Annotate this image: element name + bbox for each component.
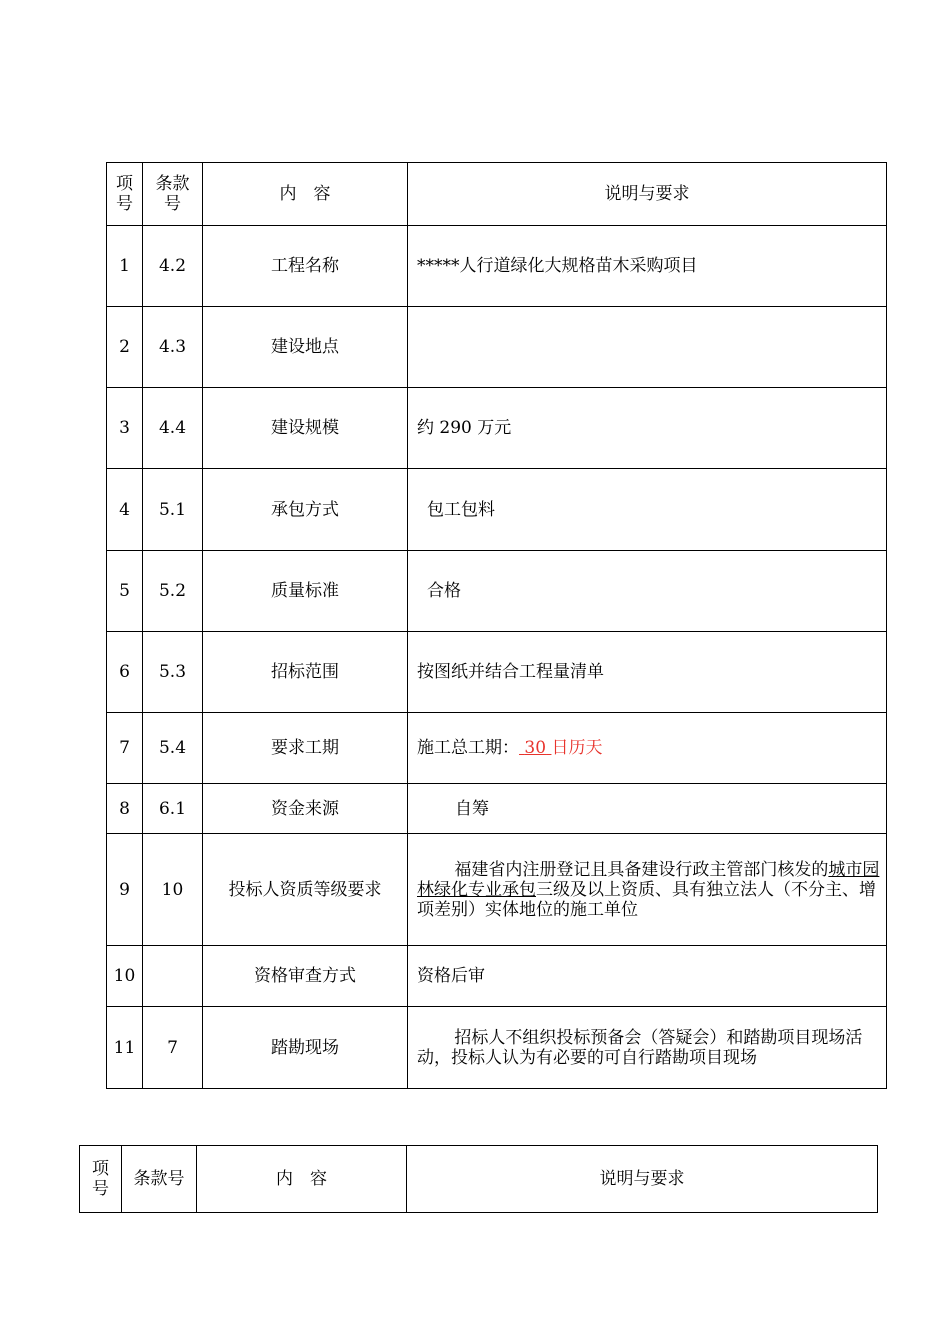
row-content: 承包方式 <box>203 469 408 551</box>
row-desc-cell <box>408 713 887 784</box>
row-desc: 招标人不组织投标预备会（答疑会）和踏勘项目现场活动，投标人认为有必要的可自行踏勘项目现场 <box>417 1027 863 1068</box>
table-row <box>107 226 887 307</box>
row-desc: 包工包料 <box>427 499 495 520</box>
table-header-row <box>107 163 887 226</box>
row-no: 1 <box>107 226 143 307</box>
row-no: 10 <box>107 946 143 1007</box>
row-desc-cell <box>408 469 887 551</box>
row-content: 投标人资质等级要求 <box>203 834 408 946</box>
row-clause: 4.3 <box>143 307 203 388</box>
row-no: 4 <box>107 469 143 551</box>
row-desc: 资格后审 <box>408 946 887 1007</box>
table-row <box>107 1007 887 1089</box>
table-row <box>107 632 887 713</box>
table-row <box>107 551 887 632</box>
header-content: 内 容 <box>197 1146 407 1213</box>
row-clause: 4.2 <box>143 226 203 307</box>
header-no: 项号 <box>107 163 143 226</box>
table-row <box>107 946 887 1007</box>
qualification-text-underlined: 城市园林绿化专业承包 <box>417 859 880 900</box>
row-desc <box>408 307 887 388</box>
row-clause: 10 <box>143 834 203 946</box>
row-desc-cell <box>408 1007 887 1089</box>
row-clause: 5.3 <box>143 632 203 713</box>
table-row <box>107 834 887 946</box>
duration-label: 施工总工期： <box>417 738 519 758</box>
row-clause: 4.4 <box>143 388 203 469</box>
row-desc: 自筹 <box>455 798 489 819</box>
row-no: 3 <box>107 388 143 469</box>
bid-info-table <box>106 162 887 1089</box>
header-clause: 条款号 <box>122 1146 197 1213</box>
header-clause: 条款号 <box>143 163 203 226</box>
row-desc-cell <box>408 784 887 834</box>
row-desc-cell <box>408 834 887 946</box>
table-row <box>107 307 887 388</box>
duration-unit: 日历天 <box>551 738 603 758</box>
row-no: 11 <box>107 1007 143 1089</box>
row-desc: 按图纸并结合工程量清单 <box>408 632 887 713</box>
row-desc-cell <box>408 551 887 632</box>
row-content: 要求工期 <box>203 713 408 784</box>
table-row <box>107 469 887 551</box>
duration-value-underlined <box>519 738 551 758</box>
row-clause: 6.1 <box>143 784 203 834</box>
row-no: 9 <box>107 834 143 946</box>
row-clause: 5.2 <box>143 551 203 632</box>
row-content: 资格审查方式 <box>203 946 408 1007</box>
row-content: 工程名称 <box>203 226 408 307</box>
qualification-text-part2: 三级及以上资质、具有独立法人（不分主、增项差别）实体地位的施工单位 <box>417 879 876 920</box>
row-no: 5 <box>107 551 143 632</box>
row-no: 8 <box>107 784 143 834</box>
header-desc: 说明与要求 <box>407 1146 878 1213</box>
duration-value: 30 <box>524 738 547 758</box>
row-clause: 5.1 <box>143 469 203 551</box>
row-content: 招标范围 <box>203 632 408 713</box>
row-desc: 合格 <box>427 581 461 601</box>
header-no: 项号 <box>80 1146 122 1213</box>
header-desc: 说明与要求 <box>408 163 887 226</box>
row-clause <box>143 946 203 1007</box>
row-content: 资金来源 <box>203 784 408 834</box>
row-clause: 5.4 <box>143 713 203 784</box>
row-content: 质量标准 <box>203 551 408 632</box>
table-row <box>107 784 887 834</box>
qualification-text-part1: 福建省内注册登记且具备建设行政主管部门核发的 <box>454 859 829 880</box>
table-row <box>107 713 887 784</box>
row-clause: 7 <box>143 1007 203 1089</box>
row-desc: 约 290 万元 <box>408 388 887 469</box>
header-content: 内 容 <box>203 163 408 226</box>
row-no: 2 <box>107 307 143 388</box>
qualification-text <box>417 860 880 920</box>
row-content: 建设地点 <box>203 307 408 388</box>
row-no: 6 <box>107 632 143 713</box>
row-no: 7 <box>107 713 143 784</box>
row-desc: *****人行道绿化大规格苗木采购项目 <box>408 226 887 307</box>
table-header-row <box>80 1146 878 1213</box>
row-content: 建设规模 <box>203 388 408 469</box>
bid-info-table-continued <box>79 1145 878 1213</box>
table-row <box>107 388 887 469</box>
row-content: 踏勘现场 <box>203 1007 408 1089</box>
